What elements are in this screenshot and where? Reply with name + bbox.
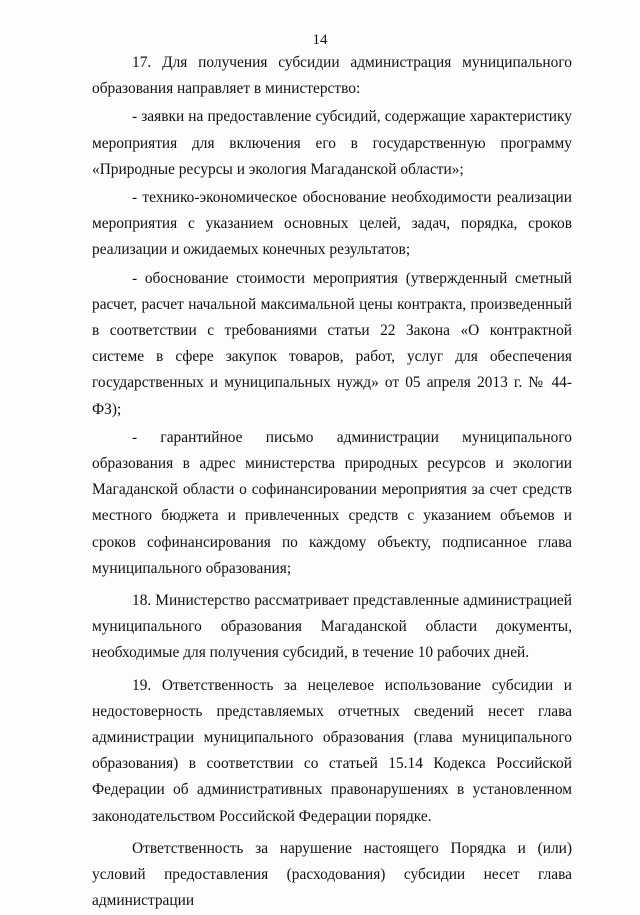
document-body	[92, 50, 572, 915]
paragraph-bullet-applications: - заявки на предоставление субсидий, содержащие характеристику мероприятия для включения его в государственную программу «Природные ресурсы и экология Магаданской области»;	[92, 108, 572, 178]
paragraph-bullet-guarantee-letter: - гарантийное письмо администрации муниципального образования в адрес министерства природных ресурсов и экологии Магаданской области о софинансировании мероприятия за счет средств местного бюджета и привлеченных средств с указанием объемов и сроков софинансирования по каждому объекту, подписанное глава муниципального образования;	[92, 428, 572, 577]
page-number: 14	[312, 32, 328, 48]
paragraph-19: 19. Ответственность за нецелевое использование субсидии и недостоверность представляемых отчетных сведений несет глава администрации муниципального образования (глава муниципального образования) в соответствии со статьей 15.14 Кодекса Российской Федерации об административных правонарушениях в установленном законодательством Российской Федерации порядке.	[92, 676, 572, 825]
paragraph-responsibility: Ответственность за нарушение настоящего Порядка и (или) условий предоставления (расходования) субсидии несет глава администрации	[92, 839, 572, 910]
paragraph-bullet-cost-justification: - обоснование стоимости мероприятия (утвержденный сметный расчет, расчет начальной максимальной цены контракта, произведенный в соответствии с требованиями статьи 22 Закона «О контрактной системе в сфере закупок товаров, работ, услуг для обеспечения государственных и муниципальных нужд» от 05 апреля 2013 г. № 44-ФЗ);	[92, 269, 572, 418]
paragraph-18: 18. Министерство рассматривает представленные администрацией муниципального образования Магаданской области документы, необходимые для получения субсидий, в течение 10 рабочих дней.	[92, 592, 572, 662]
paragraph-bullet-feasibility: - технико-экономическое обоснование необходимости реализации мероприятия с указанием основных целей, задач, порядка, сроков реализации и ожидаемых конечных результатов;	[92, 189, 572, 259]
paragraph-17: 17. Для получения субсидии администрация муниципального образования направляет в министерство:	[92, 54, 572, 98]
